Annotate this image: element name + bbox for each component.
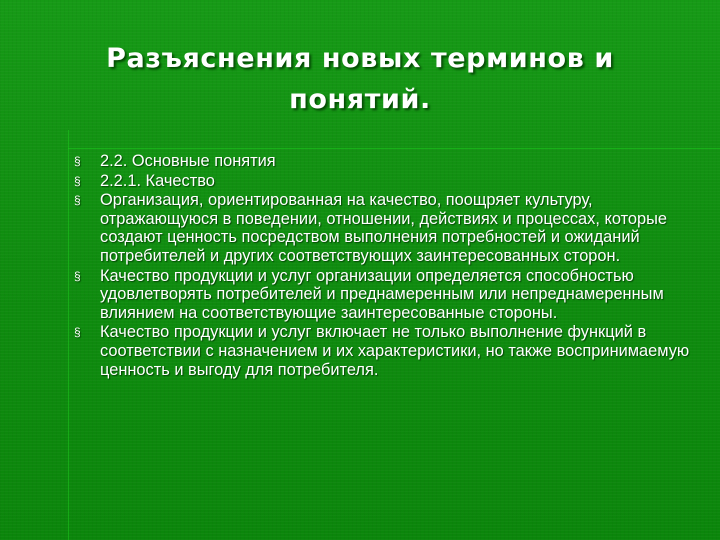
bullet-text: Качество продукции и услуг организации определяется способностью удовлетворять потребителей и преднамеренным или непреднамеренным влиянием на соответствующие заинтересованные стороны.	[100, 266, 664, 322]
bullet-text: 2.2. Основные понятия	[100, 152, 276, 170]
section-sign-icon: §	[74, 193, 81, 208]
section-sign-icon: §	[74, 268, 81, 283]
bullet-item	[72, 172, 692, 191]
slide-title	[40, 38, 680, 120]
bullet-item	[72, 152, 692, 171]
section-sign-icon: §	[74, 325, 81, 340]
section-sign-icon: §	[74, 154, 81, 168]
title-line-1: Разъяснения новых терминов и	[106, 43, 614, 74]
section-sign-icon: §	[74, 173, 81, 188]
bullet-item	[72, 191, 692, 265]
bullet-text: Качество продукции и услуг включает не только выполнение функций в соответствии с назначением и их характеристики, но также воспринимаемую ценность и выгоду для потребителя.	[100, 323, 690, 379]
bullet-item	[72, 267, 692, 323]
vertical-divider	[68, 130, 69, 540]
bullet-list	[72, 152, 692, 380]
title-line-2: понятий.	[289, 84, 431, 115]
horizontal-divider	[68, 148, 720, 149]
bullet-text: Организация, ориентированная на качество, поощряет культуру, отражающуюся в поведении, отношении, действиях и процессах, которые создают ценность посредством выполнения потребностей и ожиданий потребителей и других соответствующих заинтересованных сторон.	[100, 191, 668, 265]
bullet-text: 2.2.1. Качество	[100, 171, 215, 190]
bullet-item	[72, 323, 692, 379]
